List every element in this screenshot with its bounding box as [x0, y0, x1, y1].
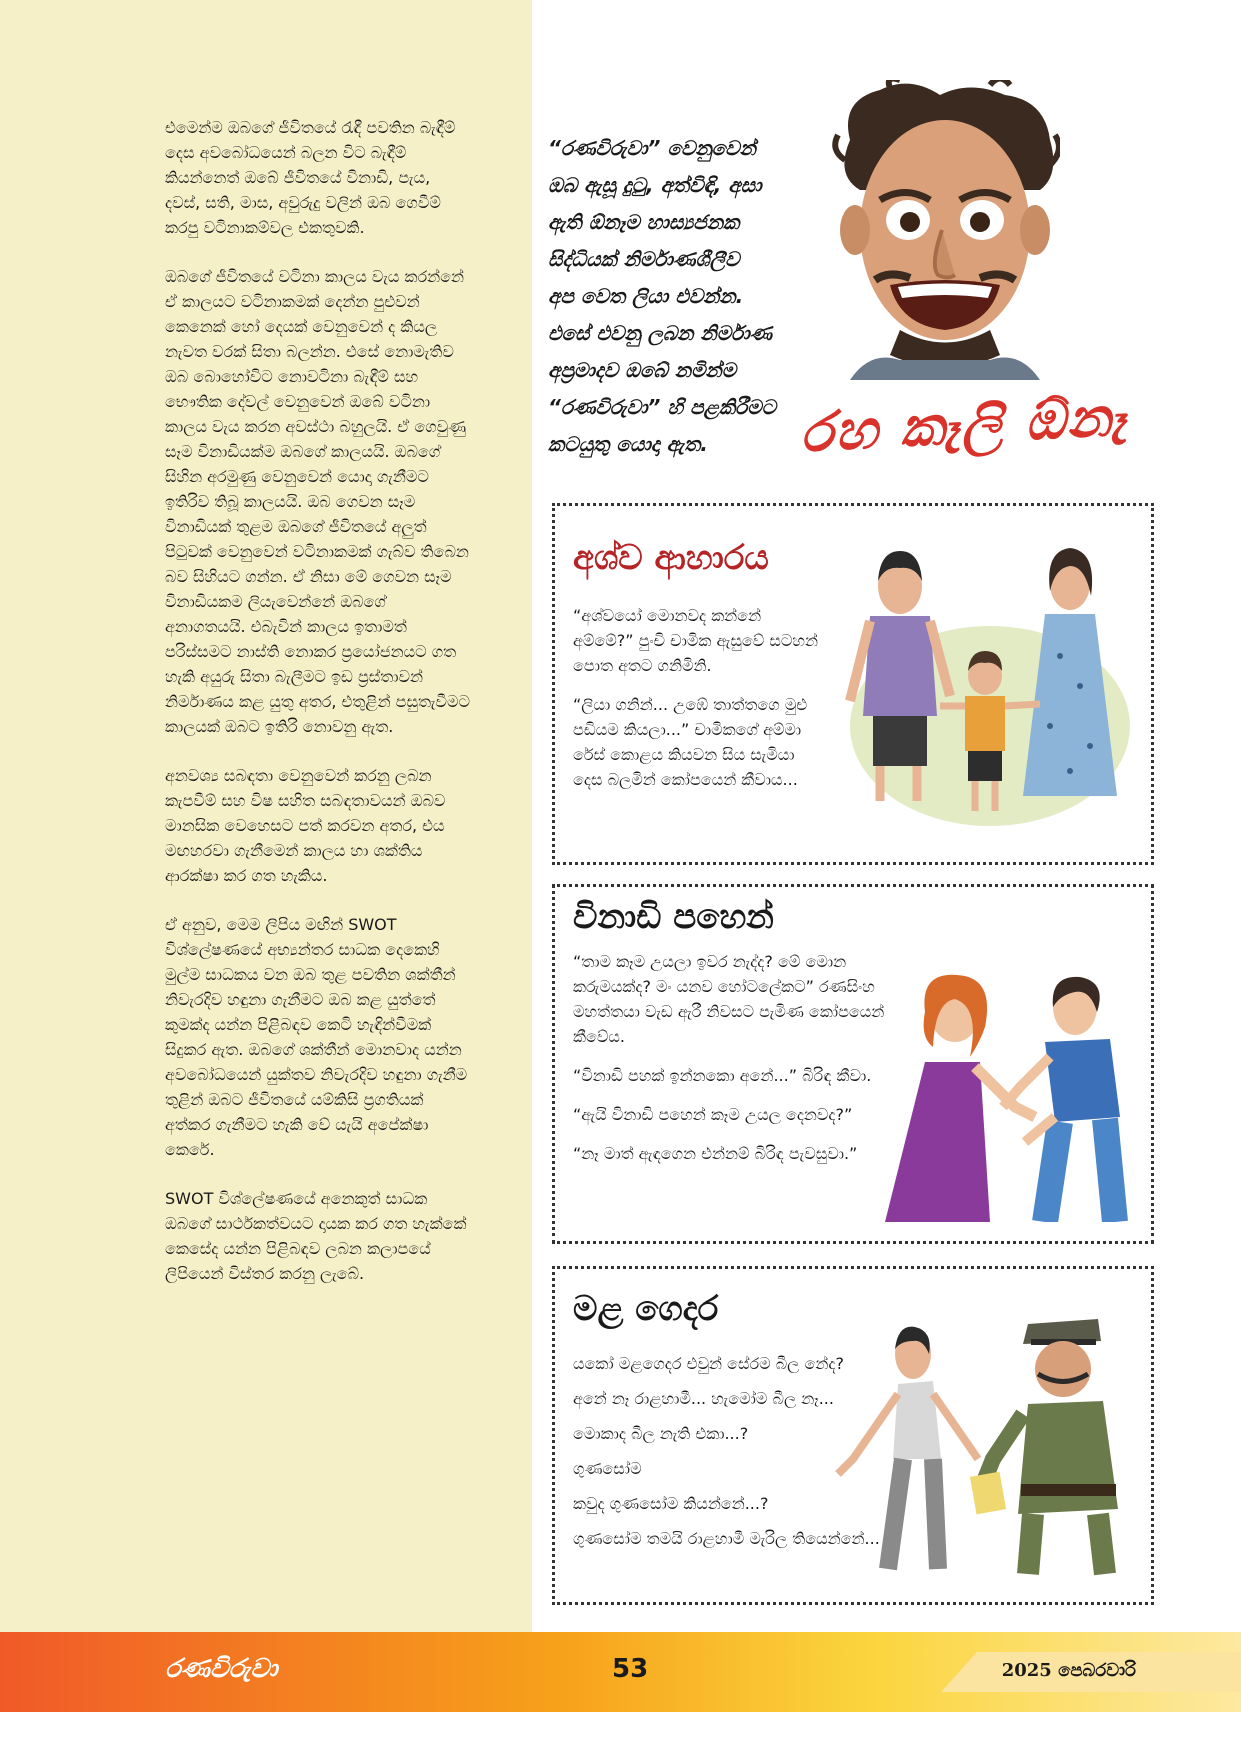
- joke-title: අශ්ව ආහාරය: [573, 538, 769, 578]
- joke-paragraph: ගුණසෝම: [573, 1459, 642, 1478]
- intro-line: සිද්ධියක් නිර්මාණශීලීව: [548, 247, 740, 271]
- page-footer: [0, 1632, 1241, 1712]
- joke-box: [552, 503, 1154, 865]
- intro-line: ඔබ ඇසූ දුටු, අත්විඳි, අසා: [548, 173, 762, 197]
- joke-box: [552, 884, 1154, 1244]
- joke-paragraph: මොකාද බීල නැති එකා...?: [573, 1424, 749, 1443]
- family-cartoon-illustration: [845, 526, 1135, 826]
- joke-title: මළ ගෙදර: [573, 1289, 719, 1329]
- page-number: 53: [612, 1654, 649, 1684]
- joke-paragraph: ගුණසෝම තමයි රාළහාමී මැරිල තියෙන්නේ...: [573, 1529, 880, 1548]
- joke-text: [573, 949, 918, 1180]
- section-title-logo: රහ කෑලි ඕනෑ: [798, 384, 1130, 465]
- intro-line: අප්‍රමාදව ඔබේ නමින්ම: [548, 358, 736, 382]
- joke-title: විනාඩි පහෙන්: [573, 897, 774, 937]
- article-paragraph: අනවශ්‍ය සබඳතා වෙනුවෙන් කරනු ලබන කැපවීම් සහ විෂ සහිත සබඳතාවයන් ඔබව මානසික වෙහෙසට පත් කරවන අතර, එය මඟහරවා ගැනීමෙන් කාලය හා ශක්තිය ආරක්ෂා කර ගත හැකිය.: [165, 766, 446, 885]
- intro-line: අප වෙත ලියා එවන්න.: [548, 284, 744, 308]
- intro-line: එසේ එවනු ලබන නිර්මාණ: [548, 321, 773, 345]
- article-paragraph: එමෙන්ම ඔබගේ ජීවිතයේ රැඳී පවතින බැඳීම් දෙස අවබෝධයෙන් බලන විට බැඳීම් කියන්නෙත් ඔබේ ජීවිතයේ විනාඩි, පැය, දවස්, සති, මාස, අවුරුදු වලින් ඔබ ගෙවීම් කරපු වටිනාකම්වල එකතුවකි.: [165, 118, 456, 237]
- article-text: [165, 115, 470, 1310]
- submission-invitation: [548, 130, 823, 463]
- article-paragraph: ඒ අනුව, මෙම ලිපිය මඟින් SWOT විශ්ලේෂණයේ අභ්‍යන්තර සාධක දෙකෙහි මුල්ම සාධකය වන ඔබ තුළ පවතින ශක්තීන් නිවැරදිව හඳුනා ගැනීමට ඔබ කළ යුත්තේ කුමක්ද යන්න පිළිබඳව කෙටි හැඳින්වීමක් සිදුකර ඇත. ඔබගේ ශක්තීන් මොනවාද යන්න අවබෝධයෙන් යුක්තව නිවැරදිව හඳුනා ගැනීම තුළින් ඔබට ජීවිතයේ යම්කිසි ප්‍රගතියක් අත්කර ගැනීමට හැකි වේ යැයි අපේක්ෂා කෙරේ.: [165, 915, 468, 1159]
- joke-box: [552, 1266, 1154, 1605]
- joke-paragraph: “ලියා ගනින්... උඹේ තාත්තගෙ මුළු පඩියම කියලා...” චාමිකගේ අම්මා රේස් කොළය කියවන සිය සැමියා දෙස බලමින් කෝපයෙන් කීවාය...: [573, 695, 808, 789]
- joke-paragraph: යකෝ මළගෙදර එවුන් සේරම බීල නේද?: [573, 1354, 844, 1373]
- joke-paragraph: කවුද ගුණසෝම කියන්නේ...?: [573, 1494, 769, 1513]
- issue-date: 2025 පෙබරවාරි: [1001, 1660, 1136, 1681]
- joke-paragraph: “විනාඩි පහක් ඉන්නකො අනේ...” බිරිඳ කීවා.: [573, 1066, 872, 1085]
- intro-line: “රණවිරුවා” හි පළකිරීමට: [548, 395, 776, 419]
- intro-line: “රණවිරුවා” වෙනුවෙන්: [548, 136, 756, 160]
- laughing-man-illustration: [830, 80, 1060, 380]
- joke-text: [573, 603, 818, 806]
- joke-paragraph: “අශ්වයෝ මොනවද කන්නේ අම්මේ?” පුංචි චාමික ඇසුවේ සටහන් පොත අතට ගනිමිනි.: [573, 606, 818, 675]
- article-paragraph: SWOT විශ්ලේෂණයේ අනෙකුත් සාධක ඔබගේ සාර්ථකත්වයට දායක කර ගත හැක්කේ කෙසේද යන්න පිළිබඳව ලබන කලාපයේ ලිපියෙන් විස්තර කරනු ලැබේ.: [165, 1189, 467, 1283]
- joke-paragraph: “ඇයි විනාඩි පහෙන් කෑම උයල දෙනවද?”: [573, 1105, 853, 1124]
- joke-paragraph: “තාම කෑම උයලා ඉවර නැද්ද? මේ මොන කරුමයක්ද? මං යනව හෝටලේකට” රණසිංහ මහත්තයා වැඩ ඇරී නිවසට පැමිණ කෝපයෙන් කීවේය.: [573, 952, 885, 1046]
- article-paragraph: ඔබගේ ජීවිතයේ වටිනා කාලය වැය කරන්නේ ඒ කාලයට වටිනාකමක් දෙන්න පුළුවන් කෙනෙක් හෝ දෙයක් වෙනුවෙන් ද කියල නැවත වරක් සිතා බලන්න. එසේ නොමැතිව ඔබ බොහෝවිට නොවටිනා බැඳීම් සහ භෞතික දේවල් වෙනුවෙන් ඔබේ වටිනා කාලය වැය කරන අවස්ථා බහුලයි. ඒ ගෙවුණු සෑම විනාඩියක්ම ඔබගේ කාලයයි. ඔබගේ සිහින අරමුණු වෙනුවෙන් යොදා ගැනීමට ඉතිරිව තිබූ කාලයයි. ඔබ ගෙවන සෑම විනාඩියක් තුළම ඔබගේ ජීවිතයේ අලුත් පිටුවක් වෙනුවෙන් වටිනාකමක් ගැබ්ව තිබෙන බව සිහියට ගන්න. ඒ නිසා මේ ගෙවන සෑම විනාඩියකම ලියැවෙන්නේ ඔබගේ අනාගතයයි. එබැවින් කාලය ඉතාමත් පරිස්සමට නාස්ති නොකර ප්‍රයෝජනයට ගත හැකි අයුරු සිතා බැලීමට ඉඩ ප්‍රස්තාවන් නිර්මාණය කළ යුතු අතර, එතුළින් පසුතැවීමට කාලයක් ඔබට ඉතිරි නොවනු ඇත.: [165, 267, 470, 736]
- intro-line: ඇති ඕනෑම හාස්‍යජනක: [548, 210, 740, 234]
- intro-line: කටයුතු යොදා ඇත.: [548, 432, 708, 456]
- joke-paragraph: අනේ නෑ රාළහාමී... හැමෝම බීල නෑ...: [573, 1389, 834, 1408]
- joke-paragraph: “නෑ මාත් ඇඳගෙන එන්නම් බිරිඳ පැවසුවා.”: [573, 1144, 858, 1163]
- policeman-drunk-man-illustration: [833, 1309, 1145, 1579]
- left-column-panel: [0, 0, 532, 1632]
- magazine-brand: රණවිරුවා: [165, 1654, 278, 1684]
- couple-argument-illustration: [885, 967, 1140, 1222]
